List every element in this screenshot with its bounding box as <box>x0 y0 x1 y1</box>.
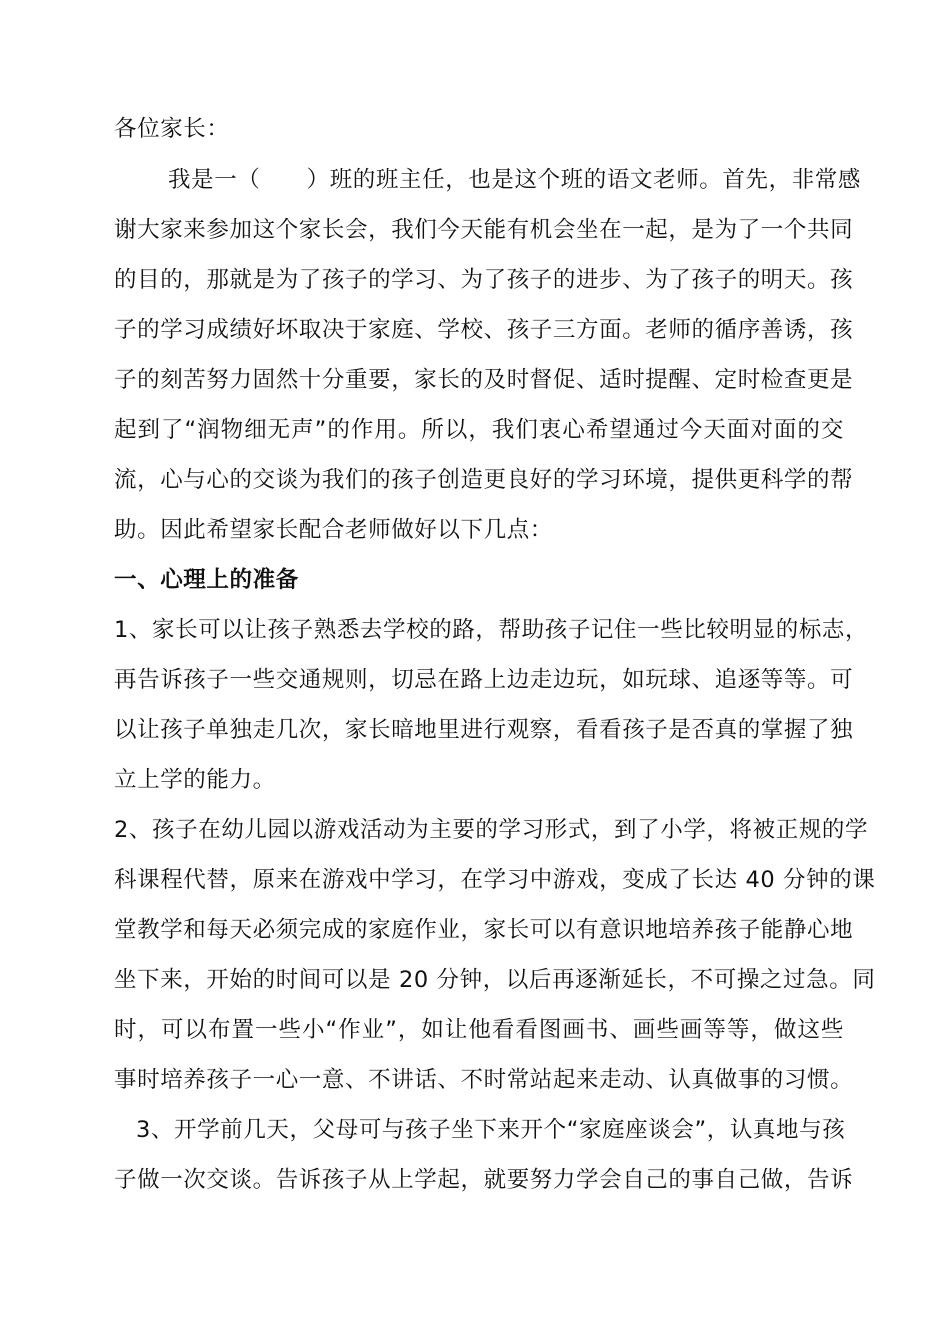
intro-line: 谢大家来参加这个家长会，我们今天能有机会坐在一起，是为了一个共同 <box>114 217 854 243</box>
section-heading: 一、心理上的准备 <box>114 567 299 593</box>
item-2-line: 事时培养孩子一心一意、不讲话、不时常站起来走动、认真做事的习惯。 <box>114 1067 854 1093</box>
item-1-line: 1、家长可以让孩子熟悉去学校的路，帮助孩子记住一些比较明显的标志， <box>114 617 869 643</box>
item-2-line: 科课程代替，原来在游戏中学习，在学习中游戏，变成了长达 40 分钟的课 <box>114 867 876 893</box>
intro-line: 子的学习成绩好坏取决于家庭、学校、孩子三方面。老师的循序善诱，孩 <box>114 317 854 343</box>
intro-line: 起到了“润物细无声”的作用。所以，我们衷心希望通过今天面对面的交 <box>114 417 844 443</box>
item-2-line: 坐下来，开始的时间可以是 20 分钟，以后再逐渐延长，不可操之过急。同 <box>114 967 876 993</box>
intro-line: 助。因此希望家长配合老师做好以下几点： <box>114 517 553 543</box>
item-3-line: 子做一次交谈。告诉孩子从上学起，就要努力学会自己的事自己做，告诉 <box>114 1167 854 1193</box>
item-1-line: 再告诉孩子一些交通规则，切忌在路上边走边玩，如玩球、追逐等等。可 <box>114 667 854 693</box>
item-3-line: 3、开学前几天，父母可与孩子坐下来开个“家庭座谈会”，认真地与孩 <box>136 1117 846 1143</box>
intro-line: 我是一（ ）班的班主任，也是这个班的语文老师。首先，非常感 <box>168 167 862 193</box>
intro-line: 的目的，那就是为了孩子的学习、为了孩子的进步、为了孩子的明天。孩 <box>114 267 854 293</box>
item-2-line: 2、孩子在幼儿园以游戏活动为主要的学习形式，到了小学，将被正规的学 <box>114 817 869 843</box>
item-1-line: 以让孩子单独走几次，家长暗地里进行观察，看看孩子是否真的掌握了独 <box>114 717 854 743</box>
item-2-line: 时，可以布置一些小“作业”，如让他看看图画书、画些画等等，做这些 <box>114 1017 844 1043</box>
intro-line: 流，心与心的交谈为我们的孩子创造更良好的学习环境，提供更科学的帮 <box>114 467 854 493</box>
salutation: 各位家长： <box>114 116 230 142</box>
intro-line: 子的刻苦努力固然十分重要，家长的及时督促、适时提醒、定时检查更是 <box>114 367 854 393</box>
item-1-line: 立上学的能力。 <box>114 767 276 793</box>
item-2-line: 堂教学和每天必须完成的家庭作业，家长可以有意识地培养孩子能静心地 <box>114 917 854 943</box>
